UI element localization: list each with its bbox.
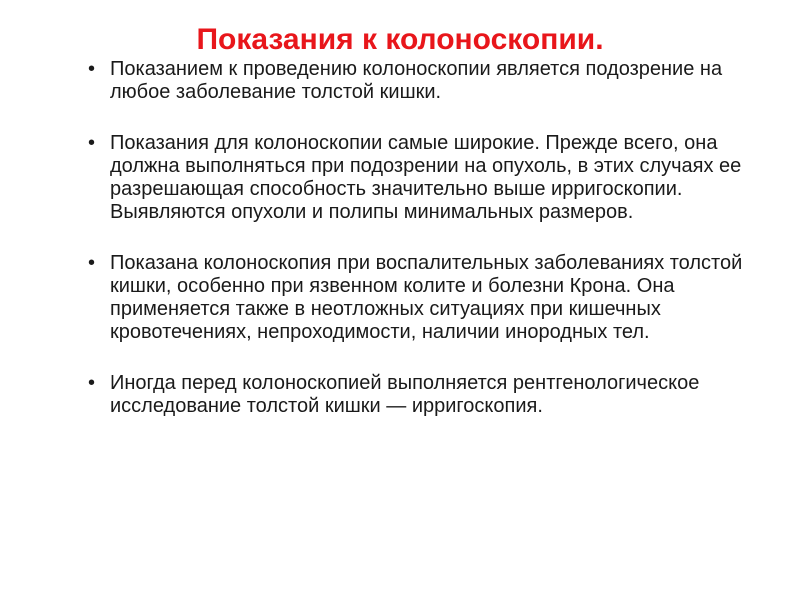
bullet-list bbox=[88, 58, 778, 446]
bullet-marker-icon: • bbox=[88, 58, 96, 80]
bullet-text: Показана колоноскопия при воспалительных заболеваниях толстой кишки, особенно при язвенном колите и болезни Крона. Она применяется также в неотложных ситуациях при кишечных кровотечениях, непроходимости, наличии инородных тел. bbox=[110, 252, 743, 343]
bullet-item bbox=[88, 252, 778, 344]
bullet-marker-icon: • bbox=[88, 252, 96, 274]
slide-title: Показания к колоноскопии. bbox=[196, 23, 604, 56]
bullet-text: Показания для колоноскопии самые широкие. Прежде всего, она должна выполняться при подозрении на опухоль, в этих случаях ее разрешающая способность значительно выше ирригоскопии. Выявляются опухоли и полипы минимальных размеров. bbox=[110, 132, 742, 223]
bullet-text: Показанием к проведению колоноскопии является подозрение на любое заболевание толстой кишки. bbox=[110, 58, 723, 103]
bullet-item bbox=[88, 58, 778, 104]
bullet-item bbox=[88, 372, 778, 418]
bullet-text: Иногда перед колоноскопией выполняется рентгенологическое исследование толстой кишки — ирригоскопия. bbox=[110, 372, 700, 417]
bullet-item bbox=[88, 132, 778, 224]
bullet-marker-icon: • bbox=[88, 132, 96, 154]
bullet-marker-icon: • bbox=[88, 372, 96, 394]
